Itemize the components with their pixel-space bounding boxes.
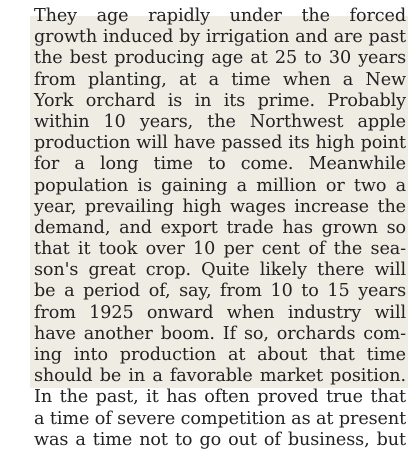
article-line-15: from 1925 onward when industry will bbox=[34, 302, 406, 323]
article-line-13: son's great crop. Quite likely there will bbox=[34, 260, 406, 281]
newspaper-clipping bbox=[30, 6, 408, 450]
article-line-18: should be in a favorable market position. bbox=[34, 366, 406, 387]
article-line-8: for a long time to come. Meanwhile bbox=[34, 154, 406, 175]
article-line-7: production will have passed its high point bbox=[34, 133, 406, 154]
article-line-19: In the past, it has often proved true that bbox=[34, 387, 406, 408]
article-line-1: They age rapidly under the forced bbox=[34, 6, 406, 26]
article-line-2: growth induced by irrigation and are past bbox=[34, 27, 406, 48]
article-line-5: York orchard is in its prime. Probably bbox=[34, 90, 406, 111]
article-line-12: that it took over 10 per cent of the sea- bbox=[34, 239, 406, 260]
article-line-4: from planting, at a time when a New bbox=[34, 69, 406, 90]
article-line-21: was a time not to go out of business, but bbox=[34, 429, 406, 450]
article-line-10: year, prevailing high wages increase the bbox=[34, 196, 406, 217]
article-line-17: ing into production at about that time bbox=[34, 345, 406, 365]
article-line-20: a time of severe competition as at present bbox=[34, 408, 407, 429]
article-line-11: demand, and export trade has grown so bbox=[34, 217, 406, 238]
article-line-6: within 10 years, the Northwest apple bbox=[34, 111, 406, 132]
article-line-16: have another boom. If so, orchards com- bbox=[34, 323, 406, 344]
article-line-9: population is gaining a million or two a bbox=[34, 175, 406, 196]
article-line-14: be a period of, say, from 10 to 15 years bbox=[34, 281, 406, 302]
article-line-3: the best producing age at 25 to 30 years bbox=[34, 48, 406, 69]
article-text bbox=[34, 6, 407, 451]
